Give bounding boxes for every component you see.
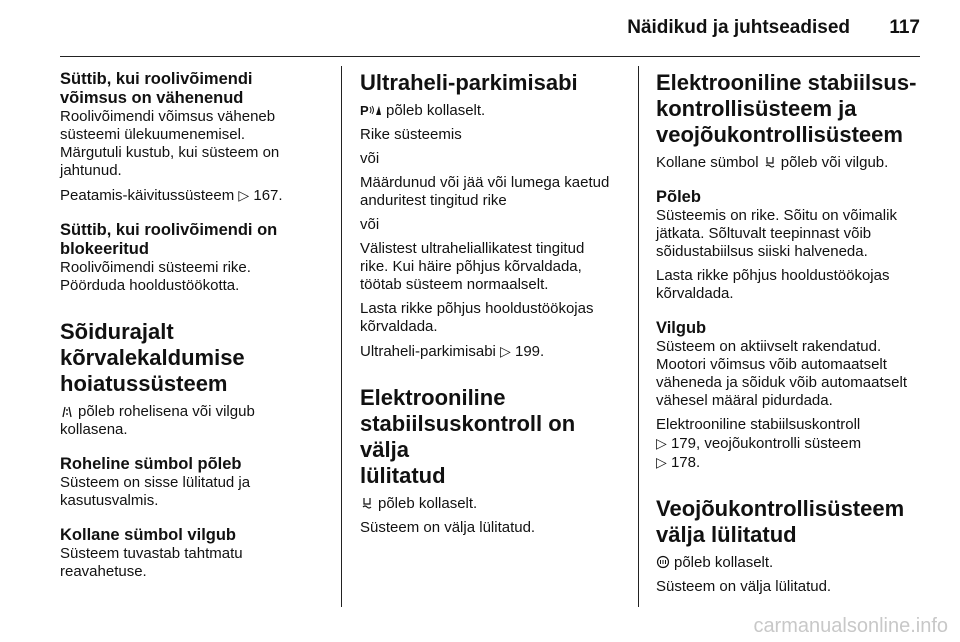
parking-assist-icon	[360, 103, 382, 117]
page-reference-arrow-icon: ▷	[656, 435, 667, 451]
body-paragraph: Süsteemis on rike. Sõitu on võimalik jätkata. Sõltuvalt teepinnast võib sõidustabiilsus siiski halveneda.	[656, 207, 897, 260]
body-paragraph: Lasta rikke põhjus hooldustöökojas kõrvaldada.	[656, 267, 890, 302]
main-heading: Elektrooniline stabiilsus- kontrollisüsteem ja veojõukontrollisüsteem	[656, 70, 917, 147]
watermark: carmanualsonline.info	[753, 615, 948, 637]
lane-departure-icon	[60, 404, 74, 418]
section-heading: Kollane sümbol vilgub	[60, 526, 237, 544]
column-divider-1	[341, 66, 342, 607]
esc-off-icon	[360, 496, 374, 510]
svg-text:P: P	[360, 103, 369, 117]
body-paragraph: või	[360, 216, 380, 233]
body-paragraph: Süsteem tuvastab tahtmatu reavahetuse.	[60, 545, 243, 580]
page-number: 117	[889, 17, 920, 38]
header-title: Näidikud ja juhtseadised	[627, 17, 850, 38]
column-3	[656, 70, 928, 602]
traction-control-off-icon	[656, 555, 670, 569]
body-paragraph: Süsteem on välja lülitatud.	[360, 519, 536, 536]
page-header	[60, 17, 920, 47]
body-paragraph: Lasta rikke põhjus hooldustöökojas kõrvaldada.	[360, 300, 594, 335]
main-heading: Elektrooniline stabiilsuskontroll on välja lülitatud	[360, 385, 576, 488]
body-paragraph: Süsteem on välja lülitatud.	[656, 578, 832, 595]
body-paragraph: põleb kollaselt.	[656, 554, 928, 572]
body-paragraph: Süsteem on aktiivselt rakendatud. Mootori võimsus võib automaatselt väheneda ja sõiduk võib automaatselt vähesel määral pidurdada.	[656, 338, 908, 409]
main-heading: Ultraheli-parkimisabi	[360, 70, 578, 95]
body-paragraph: või	[360, 150, 380, 167]
section-heading: Süttib, kui roolivõimendi on blokeeritud	[60, 221, 278, 258]
body-paragraph: Rike süsteemis	[360, 126, 462, 143]
page-reference-arrow-icon: ▷	[238, 187, 250, 203]
body-paragraph: Kollane sümbol põleb või vilgub.	[656, 154, 889, 171]
body-paragraph: põleb kollaselt.	[360, 495, 624, 513]
body-paragraph: põleb rohelisena või vilgub kollasena.	[60, 403, 255, 438]
body-paragraph: Määrdunud või jää või lumega kaetud anduritest tingitud rike	[360, 174, 610, 209]
section-heading: Süttib, kui roolivõimendi võimsus on vähenenud	[60, 70, 253, 107]
page-reference-arrow-icon: ▷	[656, 454, 667, 470]
body-paragraph: Roolivõimendi süsteemi rike. Pöörduda hooldustöökotta.	[60, 259, 251, 294]
cross-reference: Ultraheli-parkimisabi ▷ 199.	[360, 343, 545, 360]
section-heading: Põleb	[656, 188, 701, 206]
section-heading: Roheline sümbol põleb	[60, 455, 242, 473]
body-paragraph: Süsteem on sisse lülitatud ja kasutusvalmis.	[60, 474, 251, 509]
esc-icon	[763, 155, 777, 169]
column-divider-2	[638, 66, 639, 607]
column-1	[60, 70, 328, 587]
body-paragraph: Roolivõimendi võimsus väheneb süsteemi ülekuumenemisel. Märgutuli kustub, kui süsteem on jahtunud.	[60, 108, 280, 179]
cross-reference: Elektrooniline stabiilsuskontroll ▷ 179, veojõukontrolli süsteem ▷ 178.	[656, 416, 862, 471]
cross-reference: Peatamis-käivitussüsteem ▷ 167.	[60, 187, 283, 204]
section-heading: Vilgub	[656, 319, 707, 337]
body-paragraph: P põleb kollaselt.	[360, 102, 486, 119]
header-rule	[60, 56, 920, 57]
body-paragraph: Välistest ultraheliallikatest tingitud rike. Kui häire põhjus kõrvaldada, töötab süsteem normaalselt.	[360, 240, 585, 293]
main-heading: Veojõukontrollisüsteem välja lülitatud	[656, 496, 905, 547]
page-reference-arrow-icon: ▷	[500, 343, 511, 359]
main-heading: Sõidurajalt kõrvalekaldumise hoiatussüsteem	[60, 319, 245, 396]
column-2	[360, 70, 624, 543]
